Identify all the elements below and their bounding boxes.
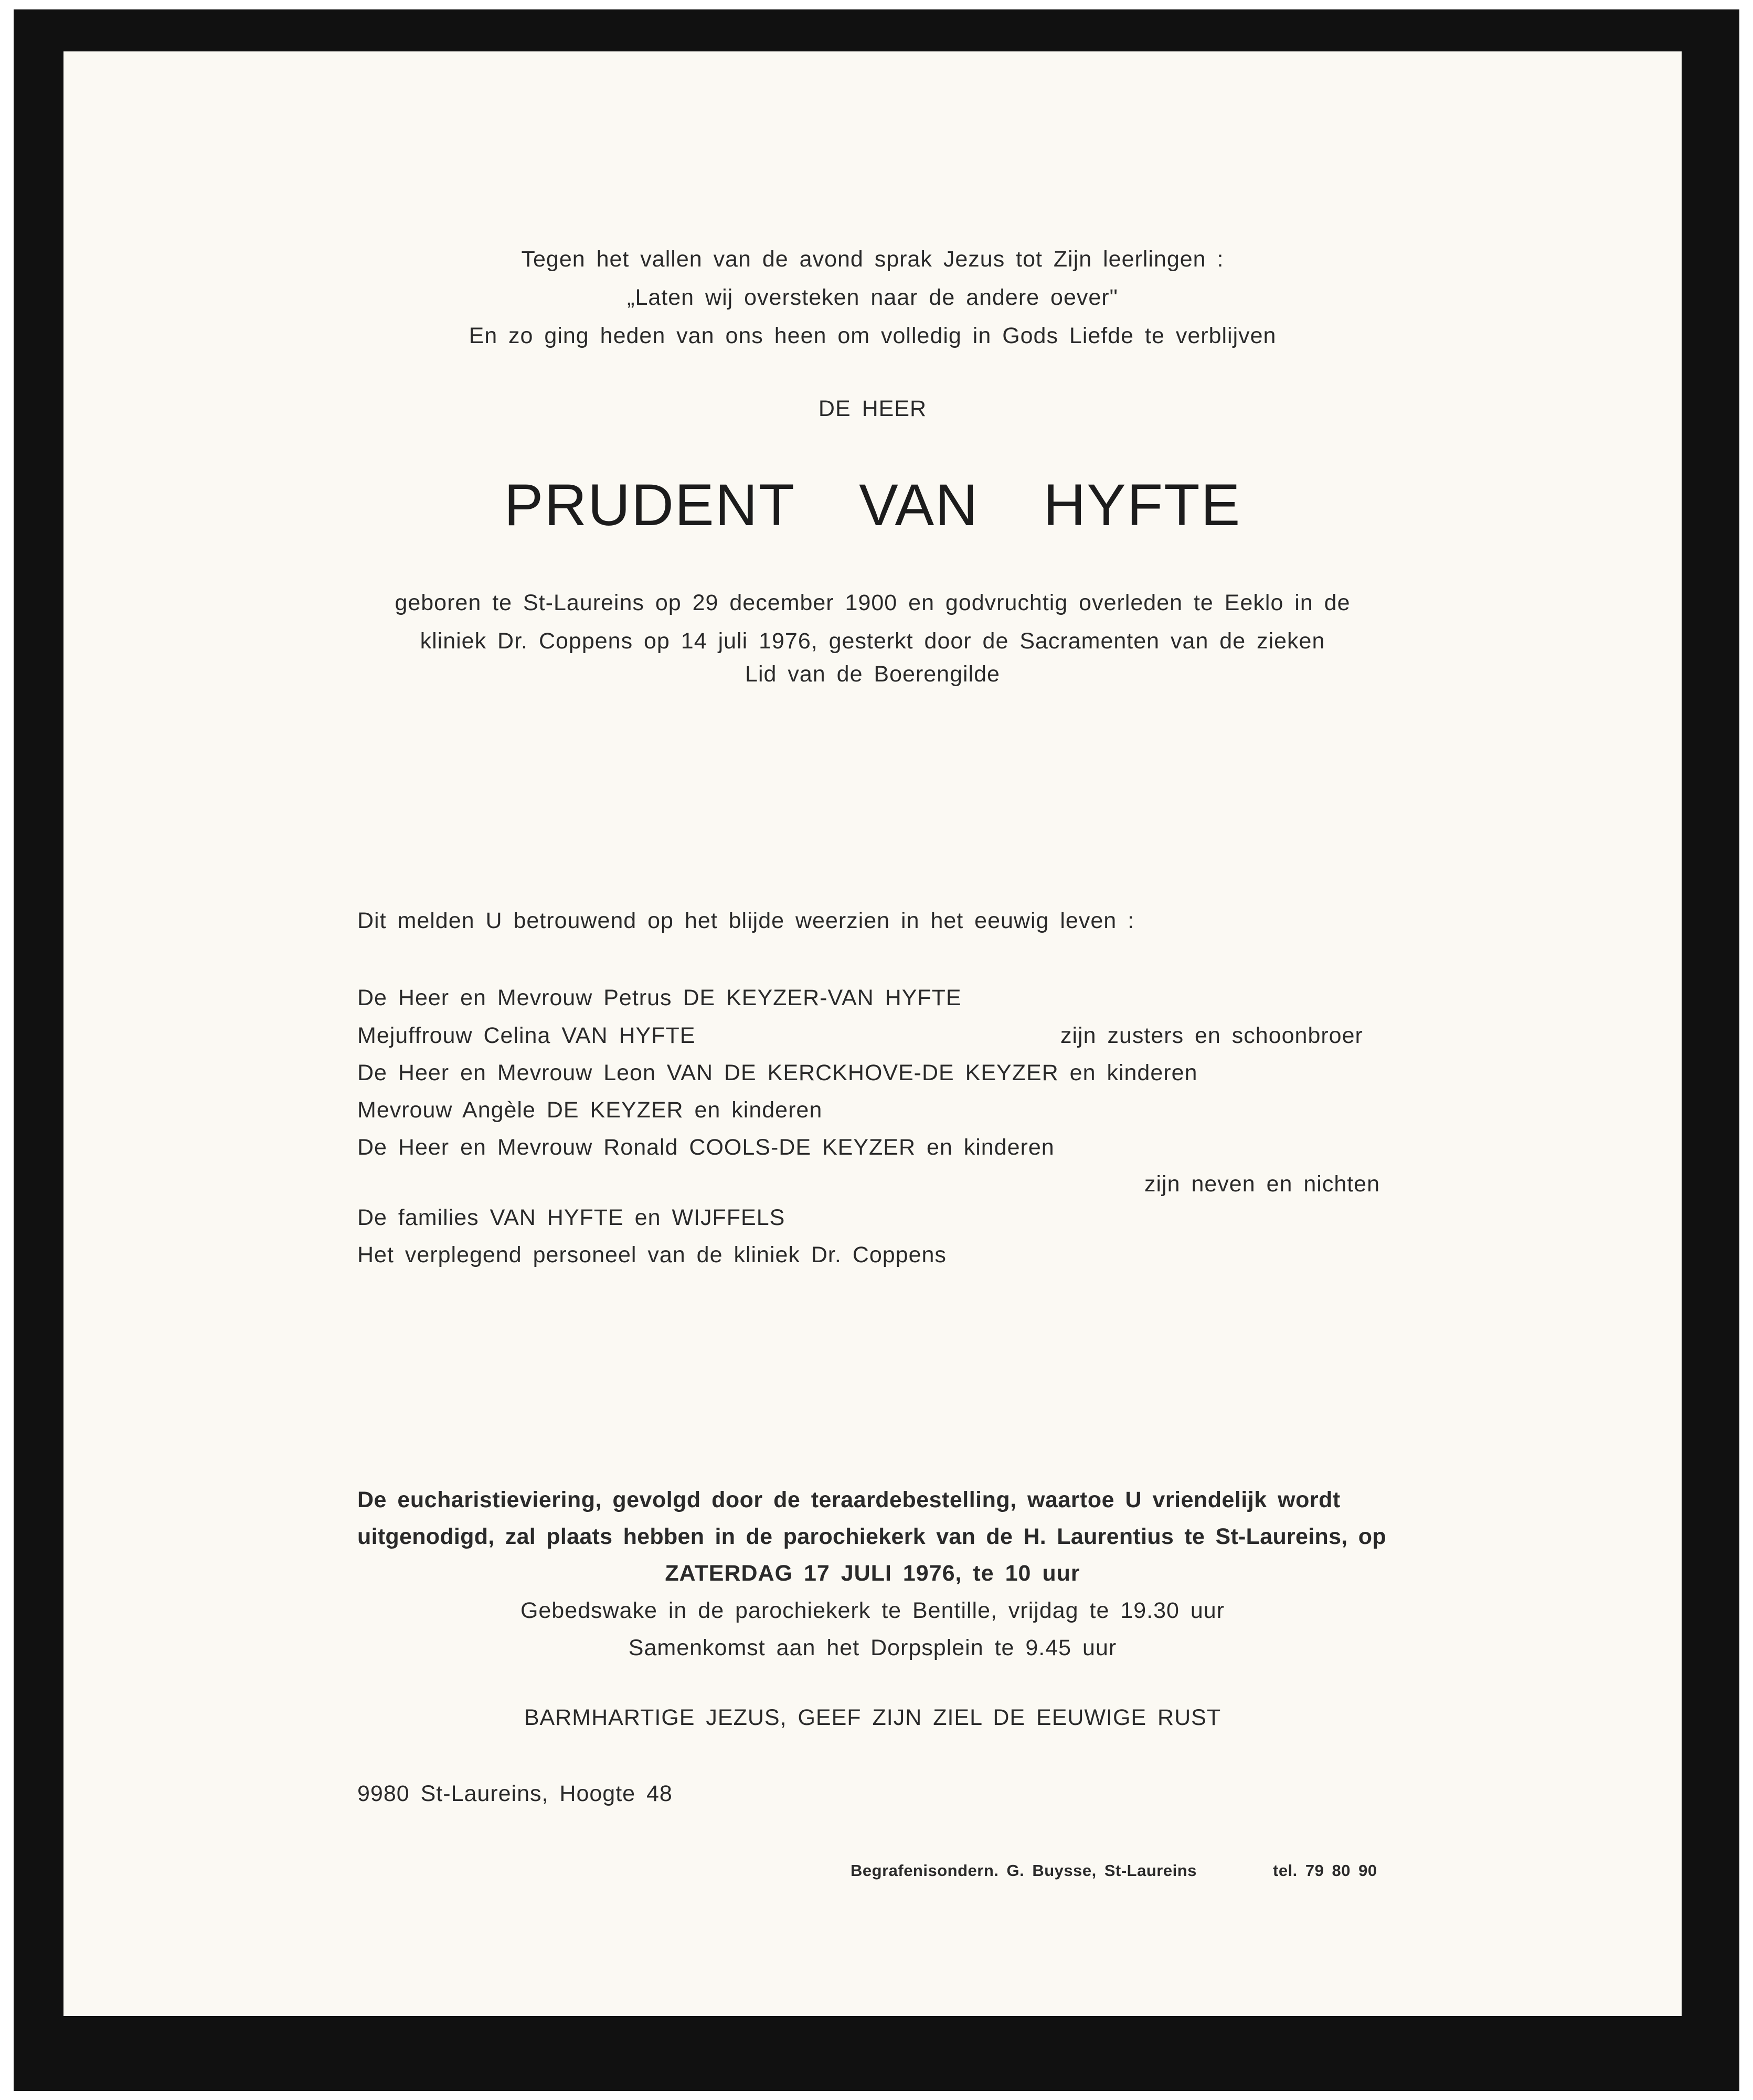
verse-line-2: „Laten wij oversteken naar de andere oever" (627, 285, 1118, 310)
announcement-intro: Dit melden U betrouwend op het blijde weerzien in het eeuwig leven : (357, 908, 1135, 933)
mourner-line: De Heer en Mevrouw Leon VAN DE KERCKHOVE-DE KEYZER en kinderen (357, 1060, 1198, 1085)
phone-line: tel. 79 80 90 (1273, 1861, 1377, 1880)
vigil-line: Gebedswake in de parochiekerk te Bentille, vrijdag te 19.30 uur (520, 1598, 1225, 1623)
mourner-line: Mevrouw Angèle DE KEYZER en kinderen (357, 1097, 823, 1123)
birth-line: geboren te St-Laureins op 29 december 1900 en godvruchtig overleden te Eeklo in de (395, 590, 1351, 615)
mourner-line: De Heer en Mevrouw Petrus DE KEYZER-VAN HYFTE (357, 985, 962, 1010)
mourner-line: De families VAN HYFTE en WIJFFELS (357, 1205, 785, 1230)
ceremony-line-2: uitgenodigd, zal plaats hebben in de parochiekerk van de H. Laurentius te St-Laureins, op (357, 1524, 1386, 1549)
funeral-card-paper (63, 51, 1682, 2016)
ceremony-date: ZATERDAG 17 JULI 1976, te 10 uur (665, 1561, 1080, 1586)
mourner-line: Het verplegend personeel van de kliniek Dr. Coppens (357, 1242, 947, 1267)
membership-line: Lid van de Boerengilde (745, 662, 1000, 687)
mourner-line: De Heer en Mevrouw Ronald COOLS-DE KEYZER en kinderen (357, 1135, 1055, 1160)
relation-cousins: zijn neven en nichten (1144, 1171, 1380, 1197)
mourner-line: Mejuffrouw Celina VAN HYFTE (357, 1023, 696, 1048)
undertaker-line: Begrafenisondern. G. Buysse, St-Laureins (851, 1861, 1197, 1880)
relation-siblings: zijn zusters en schoonbroer (1060, 1023, 1363, 1048)
deceased-name: PRUDENT VAN HYFTE (504, 472, 1241, 538)
verse-line-1: Tegen het vallen van de avond sprak Jezus tot Zijn leerlingen : (521, 247, 1224, 272)
deceased-title: DE HEER (818, 396, 927, 421)
prayer-line: BARMHARTIGE JEZUS, GEEF ZIJN ZIEL DE EEUWIGE RUST (524, 1705, 1221, 1730)
verse-line-3: En zo ging heden van ons heen om volledig in Gods Liefde te verblijven (469, 323, 1277, 348)
address-line: 9980 St-Laureins, Hoogte 48 (357, 1781, 673, 1806)
death-line: kliniek Dr. Coppens op 14 juli 1976, gesterkt door de Sacramenten van de zieken (420, 628, 1325, 654)
black-border-frame (14, 9, 1739, 2091)
gathering-line: Samenkomst aan het Dorpsplein te 9.45 uur (628, 1635, 1117, 1660)
ceremony-line-1: De eucharistieviering, gevolgd door de teraardebestelling, waartoe U vriendelijk wordt (357, 1487, 1341, 1512)
